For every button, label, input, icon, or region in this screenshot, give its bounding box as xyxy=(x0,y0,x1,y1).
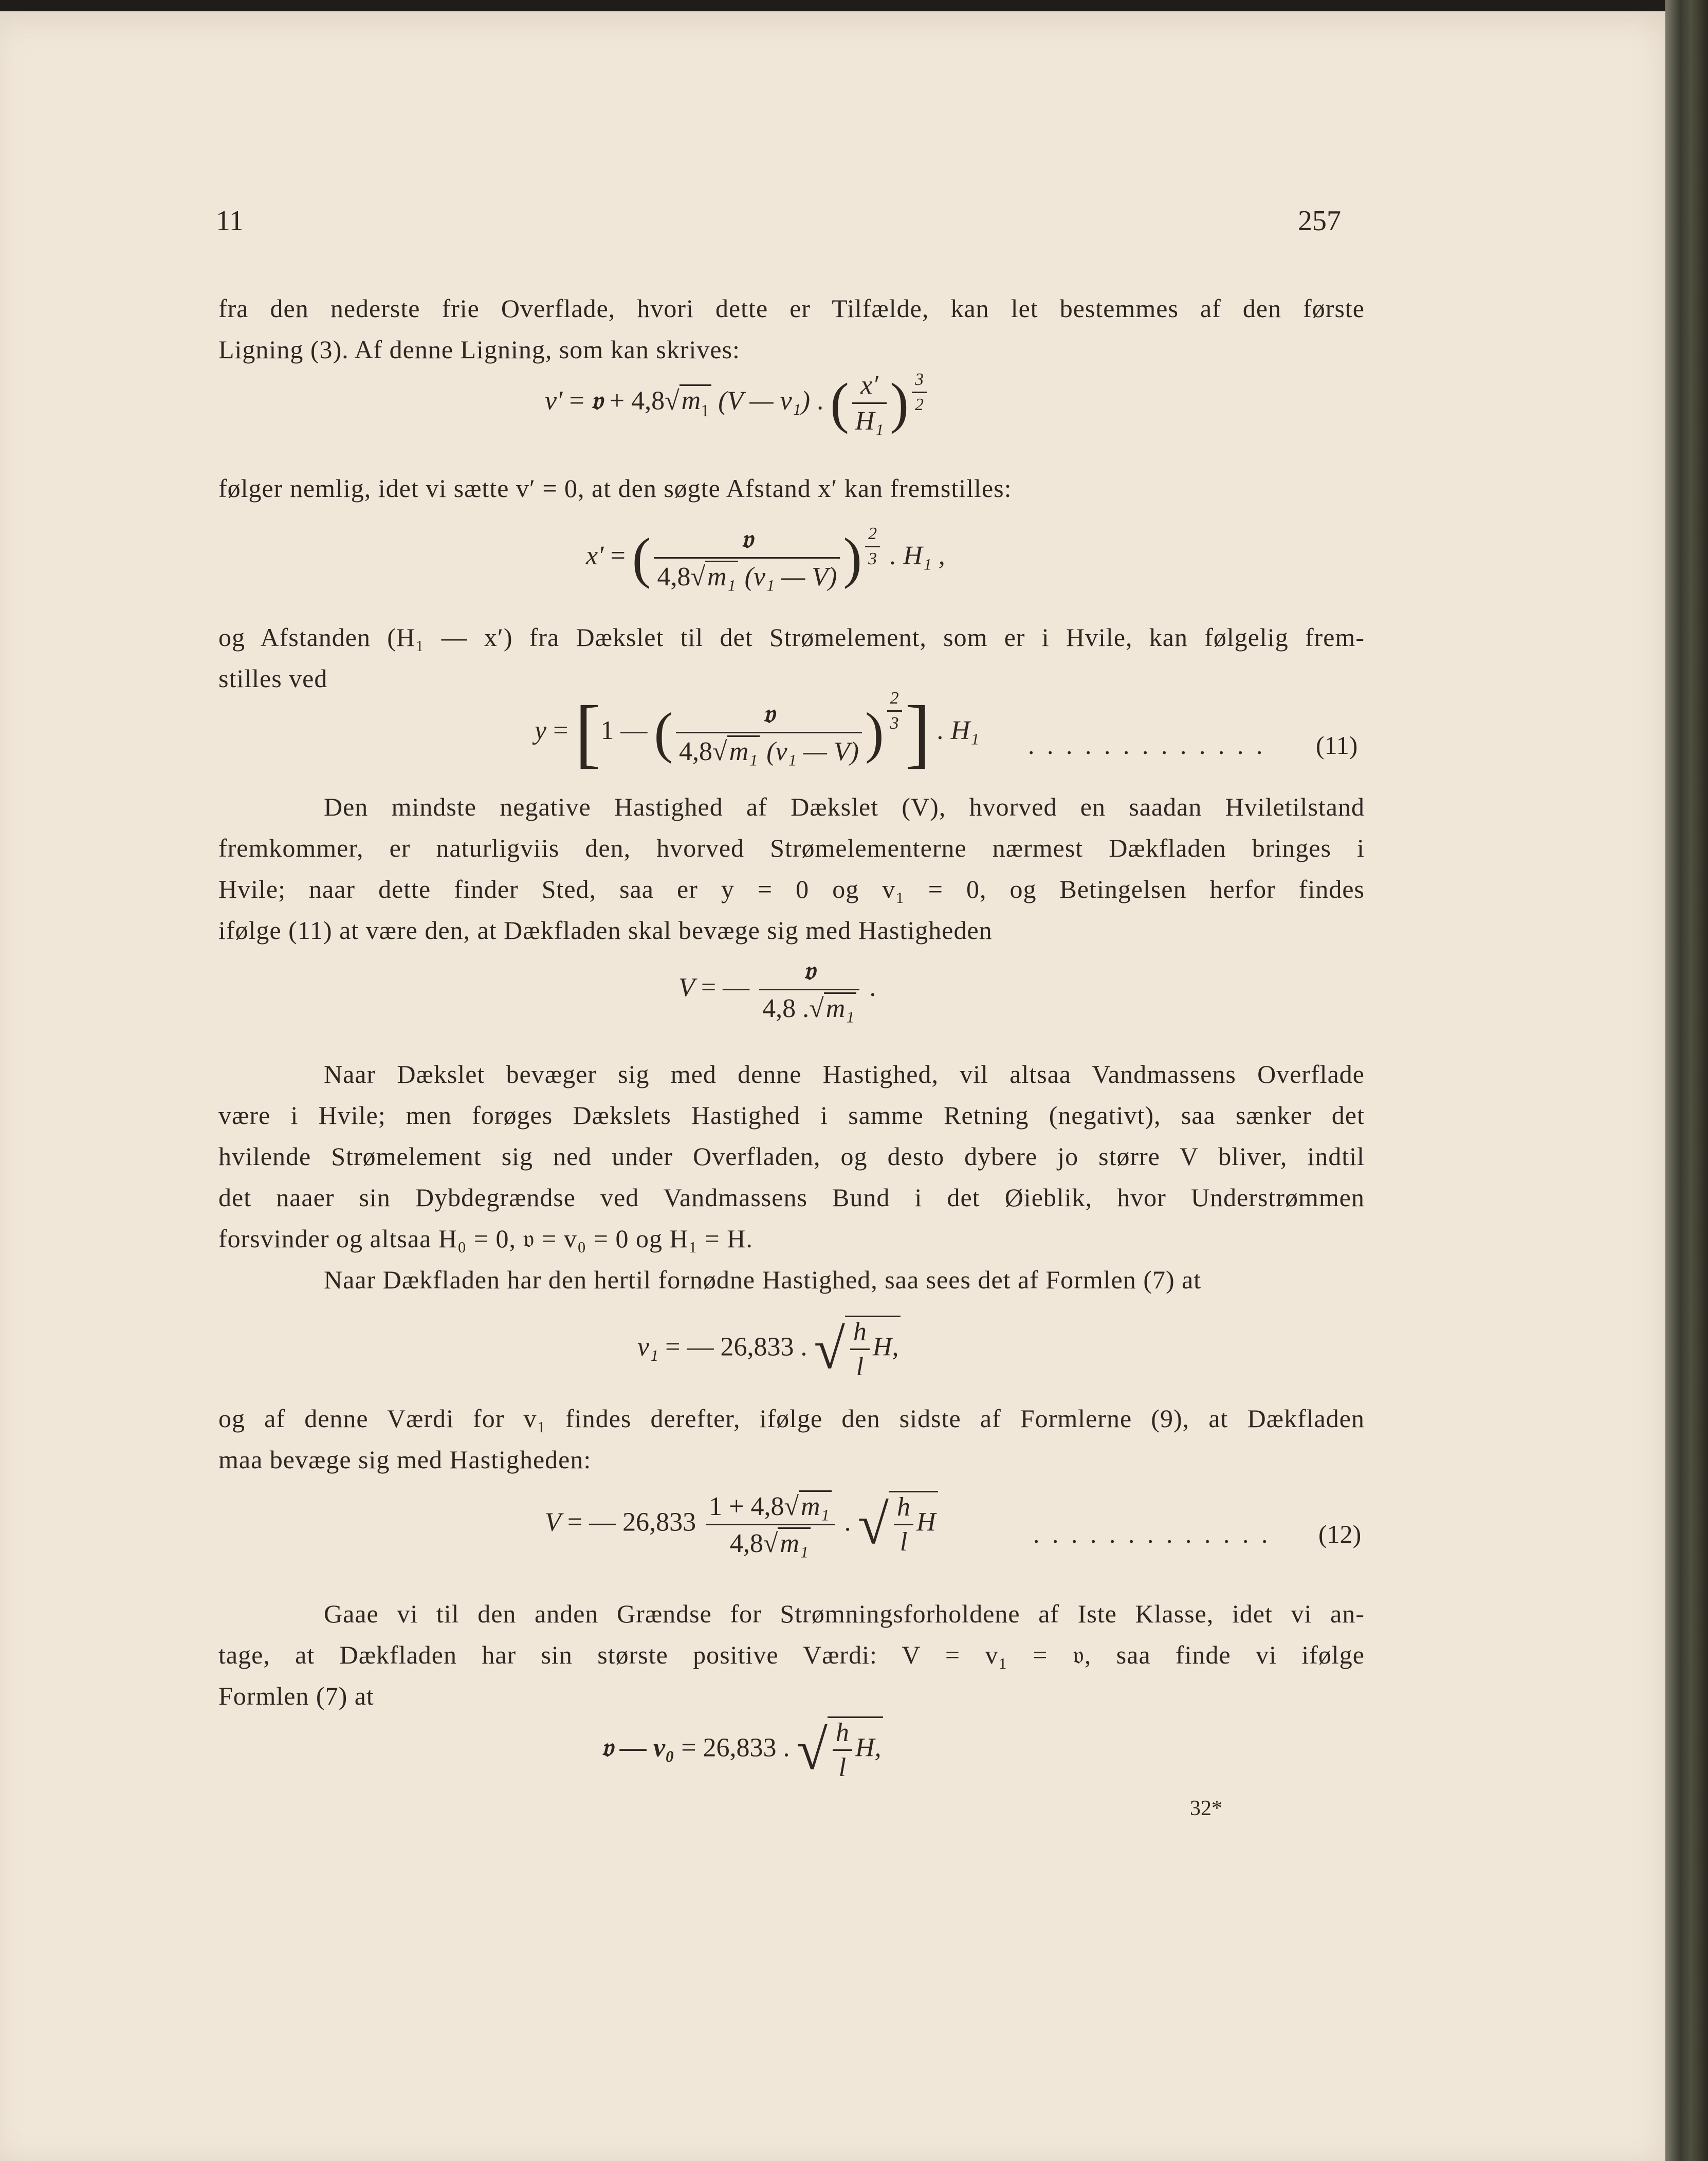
paragraph-line: Gaae vi til den anden Grændse for Strømningsforholdene af Iste Klasse, idet vi an- xyxy=(324,1599,1365,1628)
equation-last: 𝔳 — v₀ = 26,833 . √ $\frac{h}{l}$ H, xyxy=(601,1716,883,1783)
equation-v: V = — $\frac{\text{𝔳}}{\text{4,8 .√m₁}}$ . xyxy=(678,956,876,1023)
paragraph-line: forsvinder og altsaa H₀ = 0, 𝔳 = v₀ = 0 og H₁ = H. xyxy=(218,1224,753,1253)
paragraph-line: ifølge (11) at være den, at Dækfladen skal bevæge sig med Hastigheden xyxy=(218,916,993,945)
paragraph-line: Hvile; naar dette finder Sted, saa er y = 0 og v₁ = 0, og Betingelsen herfor findes xyxy=(218,875,1365,903)
paragraph-7 xyxy=(218,1398,1365,1480)
paragraph-1 xyxy=(218,288,1365,370)
equation-12-label: (12) xyxy=(1318,1520,1362,1548)
paragraph-line: være i Hvile; men forøges Dækslets Hastighed i samme Retning (negativt), saa sænker det xyxy=(218,1101,1365,1130)
printer-signature: 32* xyxy=(1190,1797,1222,1820)
paragraph-line: fra den nederste frie Overflade, hvori dette er Tilfælde, kan let bestemmes af den første xyxy=(218,294,1365,323)
equation-12: V = — 26,833 $\frac{\text{1 + 4,8√m₁}}{\text{4,8√m₁}}$ . √ $\frac{h}{l}$ H xyxy=(545,1490,938,1559)
paragraph-2 xyxy=(218,468,1365,509)
right-page-number: 257 xyxy=(1298,205,1341,237)
paragraph-8 xyxy=(218,1593,1365,1716)
paragraph-5 xyxy=(218,1054,1365,1259)
paragraph-3 xyxy=(218,617,1365,699)
paragraph-line: og Afstanden (H₁ — x′) fra Dækslet til det Strømelement, som er i Hvile, kan følgelig frem- xyxy=(218,623,1365,652)
equation-2: x′ = ( $\frac{\text{𝔳}}{\text{4,8√m₁ (v₁ — V)}}$ ) $\frac{2}{3}$ . H₁ , xyxy=(586,524,945,592)
paragraph-4 xyxy=(218,786,1365,951)
equation-1: v′ = 𝔳 + $4,8√m_1$ (V — v₁) . ( $\frac{x'}{\text{H₁}}$ ) $\frac{3}{2}$ xyxy=(545,370,930,436)
paragraph-line: følger nemlig, idet vi sætte v′ = 0, at den søgte Afstand x′ kan fremstilles: xyxy=(218,474,1012,503)
paragraph-line: Den mindste negative Hastighed af Dækslet (V), hvorved en saadan Hviletilstand xyxy=(324,792,1365,821)
equation-11-dots: . . . . . . . . . . . . . xyxy=(1028,731,1266,760)
paragraph-line: fremkommer, er naturligviis den, hvorved Strømelementerne nærmest Dækfladen bringes i xyxy=(218,834,1365,862)
paragraph-line: hvilende Strømelement sig ned under Overfladen, og desto dybere jo større V bliver, indtil xyxy=(218,1142,1365,1171)
equation-v1: v₁ = — 26,833 . √ $\frac{h}{l}$ H, xyxy=(637,1316,901,1382)
equation-11-label: (11) xyxy=(1316,731,1358,760)
paragraph-line: maa bevæge sig med Hastigheden: xyxy=(218,1445,592,1474)
paragraph-line: stilles ved xyxy=(218,664,328,693)
paragraph-line: Formlen (7) at xyxy=(218,1682,374,1710)
paragraph-line: det naaer sin Dybdegrændse ved Vandmassens Bund i det Øieblik, hvor Understrømmen xyxy=(218,1183,1365,1212)
paragraph-line: Naar Dækslet bevæger sig med denne Hastighed, vil altsaa Vandmassens Overflade xyxy=(324,1060,1365,1088)
book-binding-edge xyxy=(1665,0,1708,2161)
paragraph-line: Naar Dækfladen har den hertil fornødne Hastighed, saa sees det af Formlen (7) at xyxy=(324,1265,1202,1294)
equation-12-dots: . . . . . . . . . . . . . xyxy=(1033,1520,1271,1548)
paragraph-line: Ligning (3). Af denne Ligning, som kan skrives: xyxy=(218,335,740,364)
paragraph-line: og af denne Værdi for v₁ findes derefter, ifølge den sidste af Formlerne (9), at Dækfladen xyxy=(218,1404,1365,1433)
left-page-number: 11 xyxy=(216,205,244,237)
equation-11: y = [1 — ( $\frac{\text{𝔳}}{\text{4,8√m₁ (v₁ — V)}}$ ) $\frac{2}{3}$ ] . H₁ xyxy=(535,689,980,775)
paragraph-line: tage, at Dækfladen har sin største positive Værdi: V = v₁ = 𝔳, saa finde vi ifølge xyxy=(218,1640,1365,1669)
paragraph-6 xyxy=(218,1259,1365,1300)
